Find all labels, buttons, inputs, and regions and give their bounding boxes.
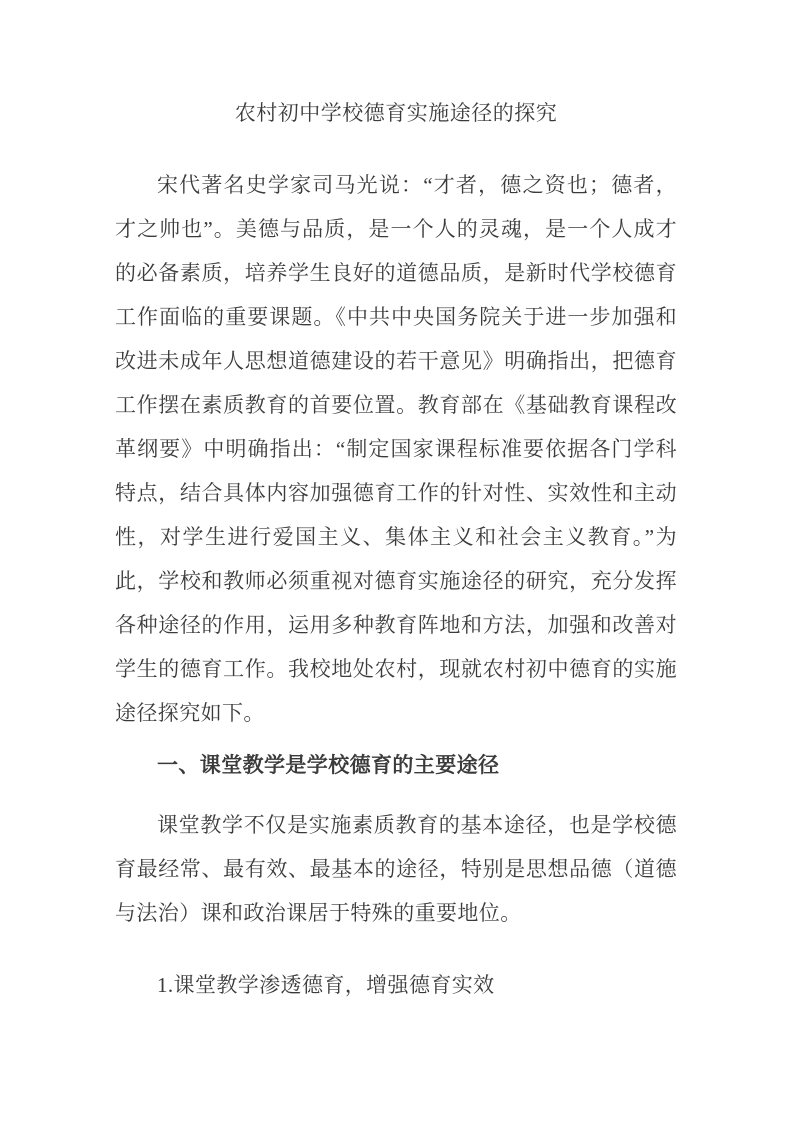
section-1-subheading: 1.课堂教学渗透德育，增强德育实效 <box>157 973 495 997</box>
section-1-heading: 一、课堂教学是学校德育的主要途径 <box>157 753 500 777</box>
section-1-paragraph: 课堂教学不仅是实施素质教育的基本途径，也是学校德育最经常、最有效、最基本的途径，特别是思想品德（道德与法治）课和政治课居于特殊的重要地位。 <box>115 813 677 925</box>
document-title: 农村初中学校德育实施途径的探究 <box>234 101 558 125</box>
intro-paragraph: 宋代著名史学家司马光说：“才者，德之资也；德者，才之帅也”。美德与品质，是一个人的灵魂，是一个人成才的必备素质，培养学生良好的道德品质，是新时代学校德育工作面临的重要课题。《中共中央国务院关于进一步加强和改进未成年人思想道德建设的若干意见》明确指出，把德育工作摆在素质教育的首要位置。教育部在《基础教育课程改革纲要》中明确指出：“制定国家课程标准要依据各门学科特点，结合具体内容加强德育工作的针对性、实效性和主动性，对学生进行爱国主义、集体主义和社会主义教育。”为此，学校和教师必须重视对德育实施途径的研究，充分发挥各种途径的作用，运用多种教育阵地和方法，加强和改善对学生的德育工作。我校地处农村，现就农村初中德育的实施途径探究如下。 <box>115 173 677 725</box>
